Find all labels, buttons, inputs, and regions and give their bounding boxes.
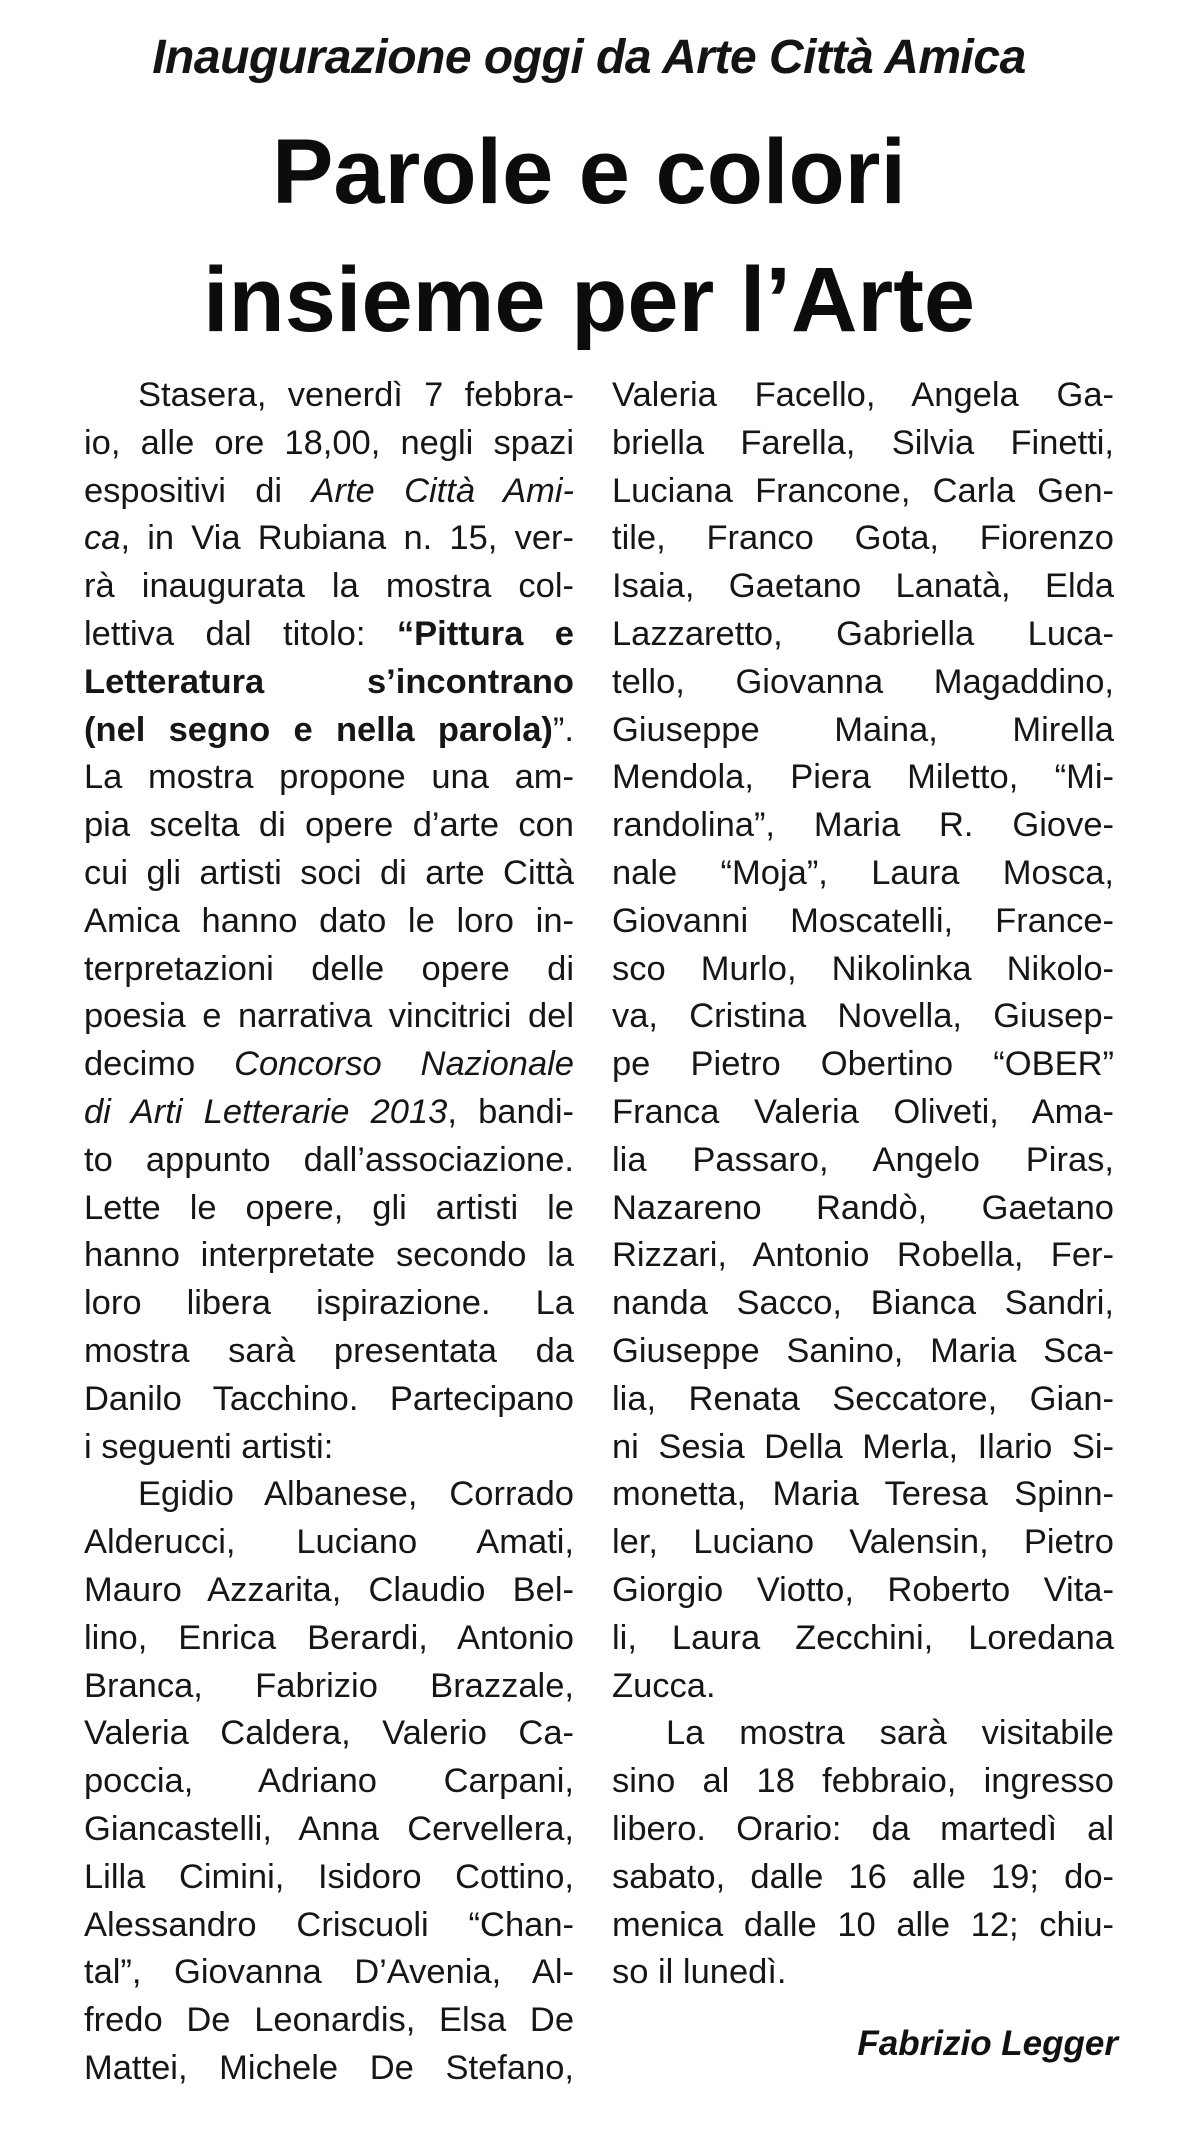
text-line: Branca, Fabrizio Brazzale,	[84, 1666, 574, 1705]
text-line: Zucca.	[612, 1666, 716, 1705]
text-line: di Arti Letterarie 2013, bandi-	[84, 1092, 575, 1131]
text-line: Amica hanno dato le loro in-	[84, 901, 574, 940]
kicker: Inaugurazione oggi da Arte Città Amica	[152, 31, 1026, 84]
text-line: va, Cristina Novella, Giusep-	[612, 997, 1114, 1036]
text-line: li, Laura Zecchini, Loredana	[612, 1618, 1114, 1657]
text-line: La mostra sarà visitabile	[666, 1714, 1114, 1753]
text-line: Isaia, Gaetano Lanatà, Elda	[612, 567, 1114, 606]
text-line: io, alle ore 18,00, negli spazi	[84, 423, 574, 462]
text-line: pe Pietro Obertino “OBER”	[612, 1045, 1114, 1084]
text-line: Danilo Tacchino. Partecipano	[84, 1379, 574, 1418]
text-line: loro libera ispirazione. La	[84, 1284, 574, 1323]
text-line: Rizzari, Antonio Robella, Fer-	[612, 1236, 1114, 1275]
text-line: lia Passaro, Angelo Piras,	[612, 1140, 1114, 1179]
text-line: randolina”, Maria R. Giove-	[612, 806, 1114, 845]
exhibition-title: “Pittura e	[396, 614, 574, 653]
text-line: lino, Enrica Berardi, Antonio	[84, 1618, 574, 1657]
text-line: i seguenti artisti:	[84, 1427, 334, 1466]
text-line: tal”, Giovanna D’Avenia, Al-	[84, 1953, 574, 1992]
text-line: sco Murlo, Nikolinka Nikolo-	[612, 949, 1114, 988]
text-line: ler, Luciano Valensin, Pietro	[612, 1523, 1114, 1562]
text-line: fredo De Leonardis, Elsa De	[84, 2001, 574, 2040]
right-column	[612, 372, 1114, 1997]
headline	[0, 108, 1178, 364]
text-line: Mauro Azzarita, Claudio Bel-	[84, 1570, 574, 1609]
text-line: Lazzaretto, Gabriella Luca-	[612, 614, 1114, 653]
text-line: so il lunedì.	[612, 1953, 787, 1992]
text-line: libero. Orario: da martedì al	[612, 1809, 1114, 1848]
text-line: Franca Valeria Oliveti, Ama-	[612, 1092, 1114, 1131]
text-line: mostra sarà presentata da	[84, 1331, 574, 1370]
text-line: nale “Moja”, Laura Mosca,	[612, 853, 1114, 892]
text-line: Giuseppe Sanino, Maria Sca-	[612, 1331, 1114, 1370]
text-line: (nel segno e nella parola)”.	[84, 710, 574, 749]
text-line: lettiva dal titolo: “Pittura e	[84, 614, 574, 653]
author-byline: Fabrizio Legger	[857, 2024, 1118, 2063]
text-line: briella Farella, Silvia Finetti,	[612, 423, 1114, 462]
text-line: Mattei, Michele De Stefano,	[84, 2048, 574, 2087]
text-line: sino al 18 febbraio, ingresso	[612, 1762, 1114, 1801]
text-line: Alderucci, Luciano Amati,	[84, 1523, 574, 1562]
text-line: ni Sesia Della Merla, Ilario Si-	[612, 1427, 1114, 1466]
text-line: cui gli artisti soci di arte Città	[84, 853, 574, 892]
text-line: Stasera, venerdì 7 febbra-	[138, 376, 574, 414]
text-line: Nazareno Randò, Gaetano	[612, 1188, 1114, 1227]
contest-name: di Arti Letterarie 2013	[84, 1092, 448, 1131]
contest-name: Concorso Nazionale	[234, 1045, 574, 1084]
text-line: Lette le opere, gli artisti le	[84, 1188, 574, 1227]
exhibition-title: Letteratura s’incontrano	[84, 662, 574, 701]
text-line	[84, 659, 574, 707]
text-line: tello, Giovanna Magaddino,	[612, 662, 1114, 701]
text-line: Giovanni Moscatelli, France-	[612, 901, 1114, 940]
text-line: Luciana Francone, Carla Gen-	[612, 471, 1114, 510]
text-line: sabato, dalle 16 alle 19; do-	[612, 1857, 1114, 1896]
text-line: tile, Franco Gota, Fiorenzo	[612, 519, 1114, 558]
text-line: poesia e narrativa vincitrici del	[84, 997, 574, 1036]
text-line: hanno interpretate secondo la	[84, 1236, 574, 1275]
text-line: rà inaugurata la mostra col-	[84, 567, 574, 606]
text-line: Lilla Cimini, Isidoro Cottino,	[84, 1857, 574, 1896]
text-line: Giorgio Viotto, Roberto Vita-	[612, 1570, 1114, 1609]
exhibition-title: (nel segno e nella parola)	[84, 710, 553, 749]
text-line: terpretazioni delle opere di	[84, 949, 574, 988]
text-line: Mendola, Piera Miletto, “Mi-	[612, 758, 1114, 797]
venue-name: Arte Città Ami-	[311, 471, 574, 510]
text-line: to appunto dall’associazione.	[84, 1140, 574, 1179]
text-line: lia, Renata Seccatore, Gian-	[612, 1379, 1114, 1418]
text-line: Giuseppe Maina, Mirella	[612, 710, 1114, 749]
text-line: Egidio Albanese, Corrado	[138, 1475, 574, 1514]
text-line: menica dalle 10 alle 12; chiu-	[612, 1905, 1114, 1944]
text-line: ca, in Via Rubiana n. 15, ver-	[84, 519, 574, 558]
headline-line-2: insieme per l’Arte	[202, 249, 976, 351]
venue-name: ca	[84, 519, 121, 558]
text-line: monetta, Maria Teresa Spinn-	[612, 1475, 1114, 1514]
text-line: pia scelta di opere d’arte con	[84, 806, 574, 845]
text-line: La mostra propone una am-	[84, 758, 574, 797]
headline-line-1: Parole e colori	[271, 121, 907, 223]
text-line: Giancastelli, Anna Cervellera,	[84, 1809, 574, 1848]
left-column	[84, 372, 574, 2093]
text-line: espositivi di Arte Città Ami-	[84, 471, 574, 510]
text-line: Alessandro Criscuoli “Chan-	[84, 1905, 574, 1944]
text-line: Valeria Facello, Angela Ga-	[612, 376, 1114, 414]
text-line: Valeria Caldera, Valerio Ca-	[84, 1714, 574, 1753]
text-line: nanda Sacco, Bianca Sandri,	[612, 1284, 1114, 1323]
text-line: poccia, Adriano Carpani,	[84, 1762, 574, 1801]
text-line: decimo Concorso Nazionale	[84, 1045, 574, 1084]
